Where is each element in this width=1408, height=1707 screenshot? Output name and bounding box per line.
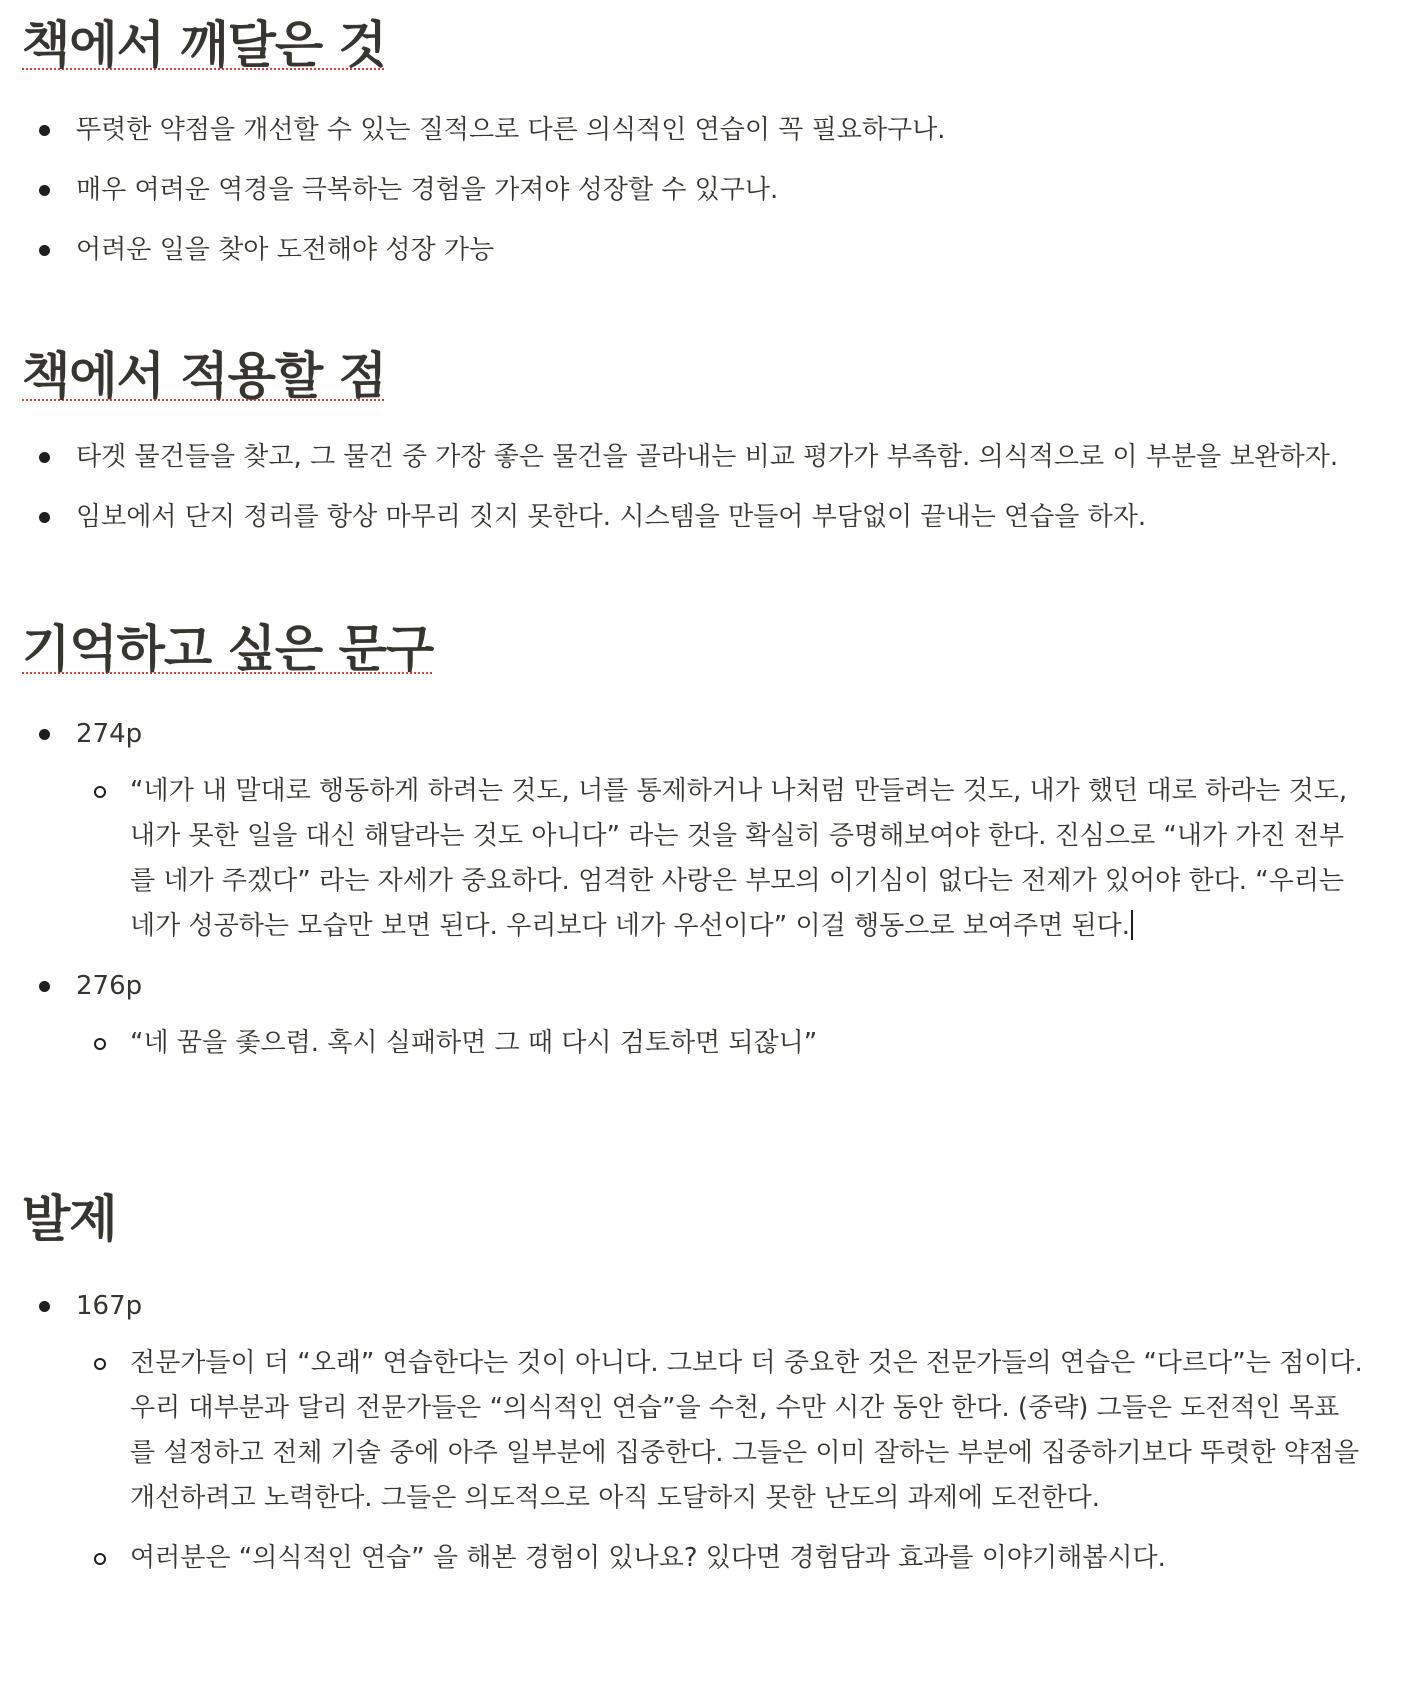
heading-presentation[interactable]: 발제 <box>22 1190 117 1248</box>
sub-list <box>76 1341 1364 1581</box>
applications-list <box>22 435 1364 540</box>
page-ref: 167p <box>76 1291 143 1321</box>
quotes-list <box>22 712 1364 1066</box>
quote-item[interactable] <box>76 769 1364 949</box>
quote-item[interactable]: 전문가들이 더 “오래” 연습한다는 것이 아니다. 그보다 더 중요한 것은 전문가들의 연습은 “다르다”는 점이다. 우리 대부분과 달리 전문가들은 “의식적인 연습”을 수천, 수만 시간 동안 한다. (중략) 그들은 도전적인 목표를 설정하고 전체 기술 중에 아주 일부분에 집중한다. 그들은 이미 잘하는 부분에 집중하기보다 뚜렷한 약점을 개선하려고 노력한다. 그들은 의도적으로 아직 도달하지 못한 난도의 과제에 도전한다. <box>76 1341 1364 1521</box>
sub-list <box>76 769 1364 949</box>
sub-list <box>76 1021 1364 1066</box>
presentation-list <box>22 1284 1364 1581</box>
list-item-page-167[interactable] <box>22 1284 1364 1581</box>
realizations-list <box>22 108 1364 273</box>
list-item-page-276[interactable] <box>22 964 1364 1066</box>
list-item[interactable]: 뚜렷한 약점을 개선할 수 있는 질적으로 다른 의식적인 연습이 꼭 필요하구나. <box>22 108 1364 153</box>
list-item[interactable]: 타겟 물건들을 찾고, 그 물건 중 가장 좋은 물건을 골라내는 비교 평가가 부족함. 의식적으로 이 부분을 보완하자. <box>22 435 1364 480</box>
page-ref: 274p <box>76 719 143 749</box>
heading-book-applications[interactable]: 책에서 적용할 점 <box>22 347 386 405</box>
quote-text: “네가 내 말대로 행동하게 하려는 것도, 너를 통제하거나 나처럼 만들려는 것도, 내가 했던 대로 하라는 것도, 내가 못한 일을 대신 해달라는 것도 아니다” 라는 것을 확실히 증명해보여야 한다. 진심으로 “내가 가진 전부를 네가 주겠다” 라는 자세가 중요하다. 엄격한 사랑은 부모의 이기심이 없다는 전제가 있어야 한다. “우리는 네가 성공하는 모습만 보면 된다. 우리보다 네가 우선이다” 이걸 행동으로 보여주면 된다. <box>130 776 1348 941</box>
list-item[interactable]: 어려운 일을 찾아 도전해야 성장 가능 <box>22 228 1364 273</box>
quote-item[interactable]: “네 꿈을 좇으렴. 혹시 실패하면 그 때 다시 검토하면 되잖니” <box>76 1021 1364 1066</box>
heading-book-realizations[interactable]: 책에서 깨달은 것 <box>22 16 386 74</box>
note-page <box>0 14 1408 1707</box>
text-cursor <box>1131 910 1133 940</box>
question-item[interactable]: 여러분은 “의식적인 연습” 을 해본 경험이 있나요? 있다면 경험담과 효과를 이야기해봅시다. <box>76 1536 1364 1581</box>
list-item[interactable]: 매우 여려운 역경을 극복하는 경험을 가져야 성장할 수 있구나. <box>22 168 1364 213</box>
list-item-page-274[interactable] <box>22 712 1364 949</box>
heading-memorable-quotes[interactable]: 기억하고 싶은 문구 <box>22 620 434 678</box>
list-item[interactable]: 임보에서 단지 정리를 항상 마무리 짓지 못한다. 시스템을 만들어 부담없이 끝내는 연습을 하자. <box>22 495 1364 540</box>
page-ref: 276p <box>76 971 143 1001</box>
